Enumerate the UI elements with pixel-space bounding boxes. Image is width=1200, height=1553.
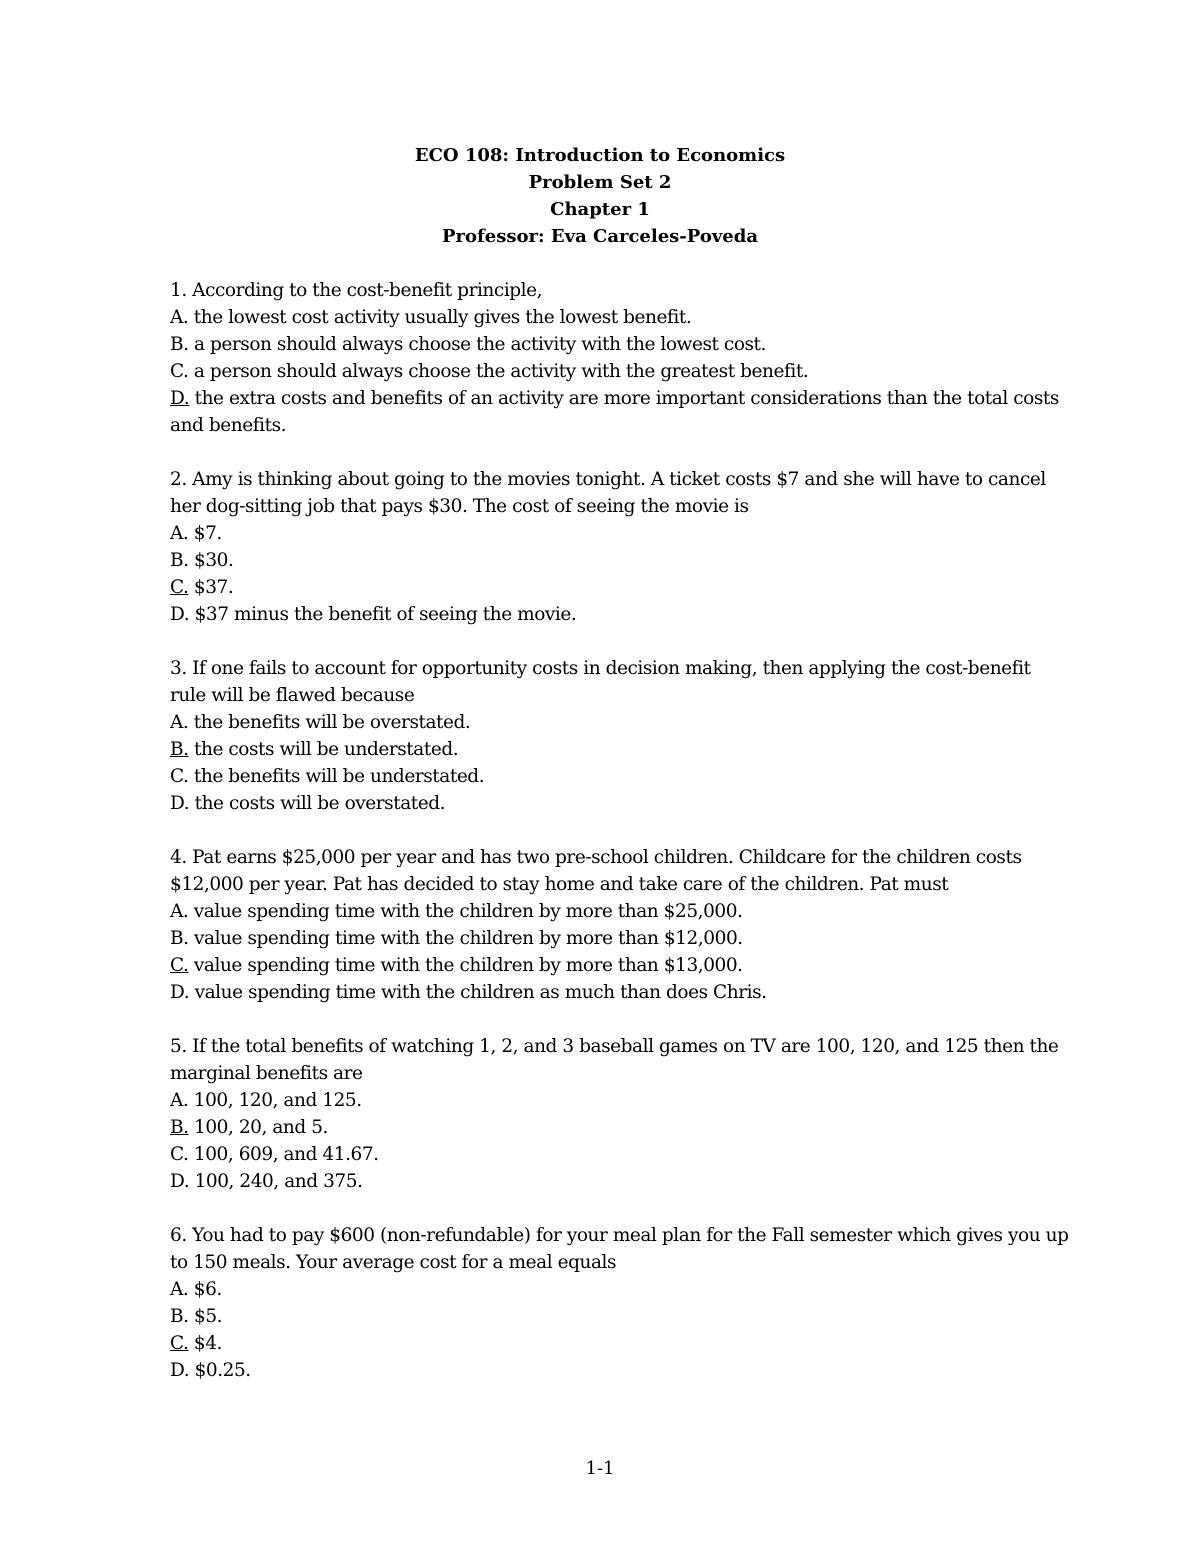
answer-letter: D. xyxy=(170,1171,190,1192)
question-stem: 6. You had to pay $600 (non-refundable) for your meal plan for the Fall semester which gives you up to 150 meals. Your average cost for a meal equals xyxy=(170,1225,1069,1273)
correct-answer-letter: C. xyxy=(170,577,189,598)
answer-option xyxy=(170,1168,1070,1195)
answer-letter: A. xyxy=(170,1279,189,1300)
answer-option xyxy=(170,385,1070,439)
question-1 xyxy=(170,277,1070,439)
correct-answer-letter: B. xyxy=(170,1117,189,1138)
answer-text: $5. xyxy=(188,1306,223,1327)
page-number: 1-1 xyxy=(585,1458,615,1479)
answer-letter: B. xyxy=(170,550,189,571)
answer-option xyxy=(170,979,1070,1006)
professor-name: Professor: Eva Carceles-Poveda xyxy=(442,226,758,247)
answer-text: $7. xyxy=(188,523,222,544)
answer-option xyxy=(170,898,1070,925)
answer-option xyxy=(170,925,1070,952)
answer-option xyxy=(170,709,1070,736)
answer-option xyxy=(170,1357,1070,1384)
answer-option xyxy=(170,1330,1070,1357)
correct-answer-letter: C. xyxy=(170,1333,189,1354)
correct-answer-letter: B. xyxy=(170,739,189,760)
answer-text: $0.25. xyxy=(189,1360,251,1381)
answer-letter: A. xyxy=(170,523,189,544)
answer-text: the benefits will be understated. xyxy=(188,766,485,787)
answer-letter: A. xyxy=(170,712,189,733)
course-title: ECO 108: Introduction to Economics xyxy=(414,145,786,166)
correct-answer-letter: C. xyxy=(170,955,189,976)
answer-letter: B. xyxy=(170,928,189,949)
answer-letter: C. xyxy=(170,1144,189,1165)
answer-option xyxy=(170,1303,1070,1330)
answer-option xyxy=(170,520,1070,547)
answer-option xyxy=(170,601,1070,628)
answer-letter: D. xyxy=(170,793,190,814)
answer-text: value spending time with the children by more than $13,000. xyxy=(188,955,743,976)
answer-option xyxy=(170,331,1070,358)
answer-text: 100, 609, and 41.67. xyxy=(188,1144,379,1165)
answer-letter: A. xyxy=(170,1090,189,1111)
answer-text: a person should always choose the activity with the lowest cost. xyxy=(188,334,766,355)
question-3 xyxy=(170,655,1070,817)
question-4 xyxy=(170,844,1070,1006)
answer-text: the costs will be overstated. xyxy=(189,793,446,814)
answer-option xyxy=(170,763,1070,790)
answer-option xyxy=(170,1276,1070,1303)
question-5 xyxy=(170,1033,1070,1195)
answer-letter: B. xyxy=(170,334,189,355)
answer-text: 100, 240, and 375. xyxy=(189,1171,363,1192)
answer-option xyxy=(170,574,1070,601)
answer-option xyxy=(170,1087,1070,1114)
question-6 xyxy=(170,1222,1070,1384)
answer-text: the costs will be understated. xyxy=(188,739,459,760)
answer-text: $30. xyxy=(188,550,234,571)
answer-text: the extra costs and benefits of an activity are more important considerations than the total costs and benefits. xyxy=(170,388,1059,436)
correct-answer-letter: D. xyxy=(170,388,190,409)
answer-text: $37 minus the benefit of seeing the movie. xyxy=(189,604,577,625)
answer-letter: D. xyxy=(170,604,190,625)
problem-set-title: Problem Set 2 xyxy=(528,172,672,193)
answer-letter: B. xyxy=(170,1306,189,1327)
answer-letter: D. xyxy=(170,982,190,1003)
answer-text: value spending time with the children by more than $25,000. xyxy=(188,901,743,922)
answer-text: the lowest cost activity usually gives the lowest benefit. xyxy=(188,307,692,328)
answer-text: value spending time with the children by more than $12,000. xyxy=(188,928,743,949)
answer-text: $4. xyxy=(188,1333,222,1354)
question-stem: 2. Amy is thinking about going to the movies tonight. A ticket costs $7 and she will have to cancel her dog-sitting job that pays $30. The cost of seeing the movie is xyxy=(170,469,1046,517)
answer-text: 100, 120, and 125. xyxy=(188,1090,362,1111)
answer-option xyxy=(170,736,1070,763)
answer-letter: A. xyxy=(170,901,189,922)
answer-option xyxy=(170,304,1070,331)
answer-text: value spending time with the children as much than does Chris. xyxy=(189,982,767,1003)
chapter-title: Chapter 1 xyxy=(550,199,650,220)
question-stem: 5. If the total benefits of watching 1, 2, and 3 baseball games on TV are 100, 120, and 125 then the marginal benefits are xyxy=(170,1036,1059,1084)
answer-option xyxy=(170,1114,1070,1141)
answer-letter: C. xyxy=(170,361,189,382)
answer-text: 100, 20, and 5. xyxy=(188,1117,328,1138)
answer-letter: A. xyxy=(170,307,189,328)
answer-option xyxy=(170,547,1070,574)
question-list xyxy=(170,277,1070,1411)
answer-text: the benefits will be overstated. xyxy=(188,712,471,733)
answer-letter: C. xyxy=(170,766,189,787)
answer-text: $6. xyxy=(188,1279,222,1300)
answer-option xyxy=(170,358,1070,385)
question-2 xyxy=(170,466,1070,628)
answer-option xyxy=(170,1141,1070,1168)
answer-option xyxy=(170,952,1070,979)
answer-option xyxy=(170,790,1070,817)
answer-text: $37. xyxy=(188,577,234,598)
question-stem: 1. According to the cost-benefit principle, xyxy=(170,280,543,301)
document-header xyxy=(0,142,1200,250)
answer-text: a person should always choose the activity with the greatest benefit. xyxy=(188,361,809,382)
question-stem: 4. Pat earns $25,000 per year and has two pre-school children. Childcare for the children costs $12,000 per year. Pat has decided to stay home and take care of the children. Pat must xyxy=(170,847,1022,895)
question-stem: 3. If one fails to account for opportunity costs in decision making, then applying the cost-benefit rule will be flawed because xyxy=(170,658,1031,706)
answer-letter: D. xyxy=(170,1360,190,1381)
